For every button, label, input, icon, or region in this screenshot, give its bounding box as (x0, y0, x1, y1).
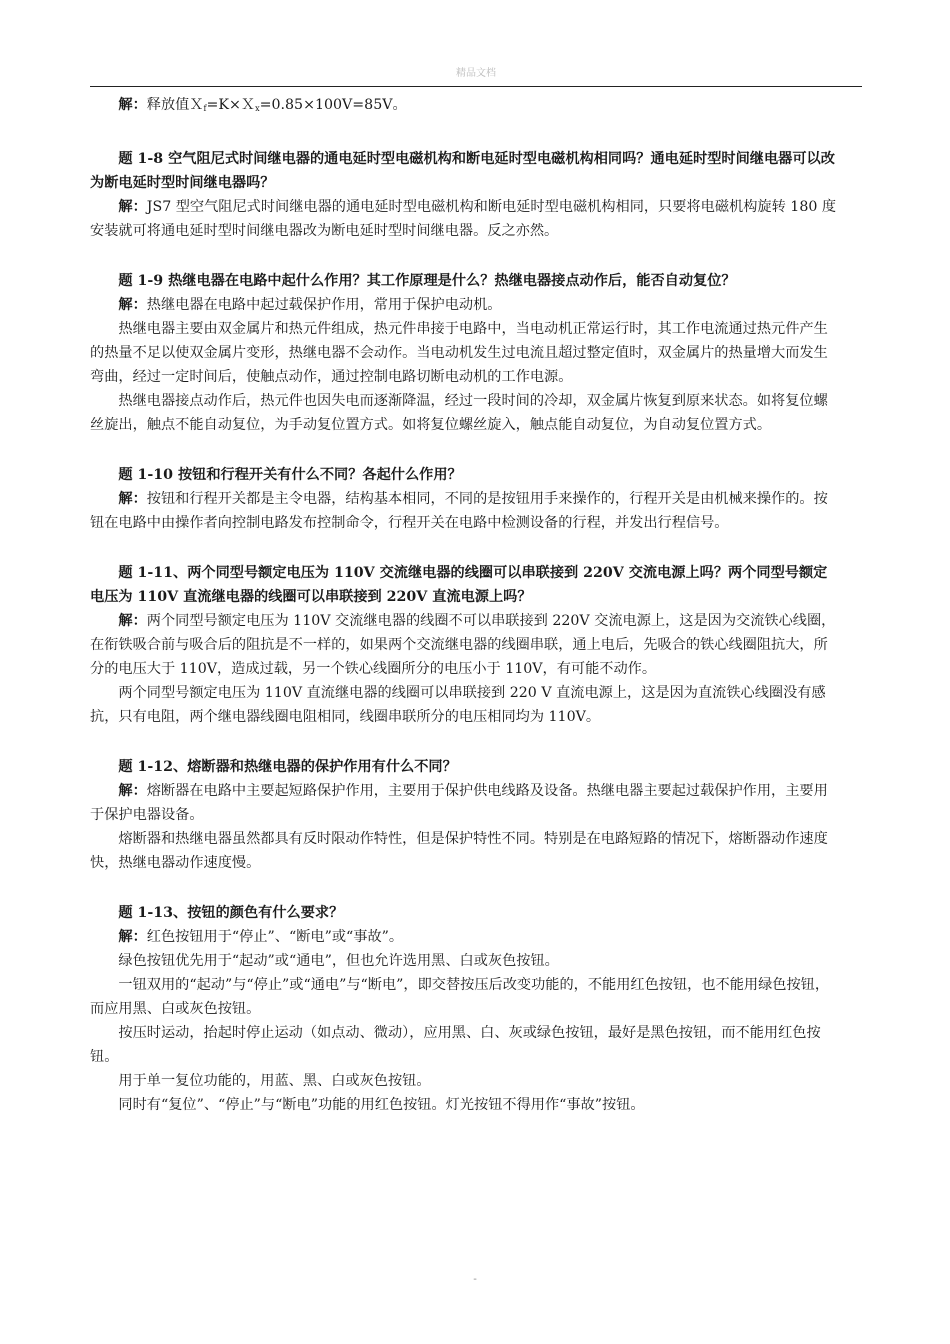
answer-text: 两个同型号额定电压为 110V 交流继电器的线圈不可以串联接到 220V 交流电源上，这是因为交流铁心线圈，在衔铁吸合前与吸合后的阻抗是不一样的，如果两个交流继电器的线圈串联，通上电后，先吸合的铁心线圈阻抗大，所分的电压大于 110V，造成过载，另一个铁心线圈所分的电压小于 110V，有可能不动作。 (90, 613, 836, 677)
question-1-12-paragraph-1: 熔断器和热继电器虽然都具有反时限动作特性，但是保护特性不同。特别是在电路短路的情况下，熔断器动作速度快，热继电器动作速度慢。 (90, 831, 828, 871)
answer-label: 解： (118, 783, 147, 799)
page-header (90, 60, 862, 87)
question-1-12-answer (90, 779, 838, 827)
answer-text: 按钮和行程开关都是主令电器，结构基本相同，不同的是按钮用手来操作的，行程开关是由机械来操作的。按钮在电路中由操作者向控制电路发布控制命令，行程开关在电路中检测设备的行程，并发出行程信号。 (90, 491, 828, 531)
intro-sub-b: x (255, 104, 260, 113)
question-1-11-title: 题 1-11、两个同型号额定电压为 110V 交流继电器的线圈可以串联接到 220V 交流电源上吗？两个同型号额定电压为 110V 直流继电器的线圈可以串联接到 220V 直流电源上吗？ (90, 565, 828, 605)
answer-text: 热继电器在电路中起过载保护作用，常用于保护电动机。 (146, 297, 502, 313)
answer-label: 解： (118, 97, 147, 113)
intro-text-b: =K×Ｘ (206, 97, 256, 113)
intro-text-a: 释放值Ｘ (146, 97, 204, 113)
question-1-12-title: 题 1-12、熔断器和热继电器的保护作用有什么不同？ (118, 759, 457, 775)
question-1-13-paragraph-2: 一钮双用的“起动”与“停止”或“通电”与“断电”，即交替按压后改变功能的，不能用红色按钮，也不能用绿色按钮，而应用黑、白或灰色按钮。 (90, 977, 830, 1017)
intro-answer (90, 93, 838, 121)
question-1-10-title: 题 1-10 按钮和行程开关有什么不同？各起什么作用？ (118, 467, 462, 483)
answer-label: 解： (118, 297, 147, 313)
question-1-13-paragraph-1: 绿色按钮优先用于“起动”或“通电”，但也允许选用黑、白或灰色按钮。 (118, 953, 559, 969)
answer-label: 解： (118, 199, 147, 215)
question-1-9-answer (90, 293, 838, 317)
document-body (90, 93, 838, 1117)
answer-label: 解： (118, 613, 147, 629)
answer-text: JS7 型空气阻尼式时间继电器的通电延时型电磁机构和断电延时型电磁机构相同，只要将电磁机构旋转 180 度安装就可将通电延时型时间继电器改为断电延时型时间继电器。反之亦然。 (90, 199, 837, 239)
question-1-9-paragraph-2: 热继电器接点动作后，热元件也因失电而逐渐降温，经过一段时间的冷却，双金属片恢复到原来状态。如将复位螺丝旋出，触点不能自动复位，为手动复位置方式。如将复位螺丝旋入，触点能自动复位，为自动复位置方式。 (90, 393, 828, 433)
answer-label: 解： (118, 491, 147, 507)
question-1-13-title: 题 1-13、按钮的颜色有什么要求？ (118, 905, 344, 921)
header-text: 精品文档 (456, 68, 496, 79)
question-1-10-answer (90, 487, 838, 535)
question-1-9-paragraph-1: 热继电器主要由双金属片和热元件组成，热元件串接于电路中，当电动机正常运行时，其工作电流通过热元件产生的热量不足以使双金属片变形，热继电器不会动作。当电动机发生过电流且超过整定值时，双金属片的热量增大而发生弯曲，经过一定时间后，使触点动作，通过控制电路切断电动机的工作电源。 (90, 321, 828, 385)
page-footer: - (473, 1274, 477, 1285)
question-1-13-paragraph-5: 同时有“复位”、“停止”与“断电”功能的用红色按钮。灯光按钮不得用作“事故”按钮。 (118, 1097, 645, 1113)
question-1-8-answer (90, 195, 838, 243)
question-1-13-paragraph-3: 按压时运动，抬起时停止运动（如点动、微动），应用黑、白、灰或绿色按钮，最好是黑色按钮，而不能用红色按钮。 (90, 1025, 821, 1065)
question-1-11-answer (90, 609, 838, 681)
answer-label: 解： (118, 929, 147, 945)
question-1-11-paragraph-1: 两个同型号额定电压为 110V 直流继电器的线圈可以串联接到 220 V 直流电源上，这是因为直流铁心线圈没有感抗，只有电阻，两个继电器线圈电阻相同，线圈串联所分的电压相同均为 110V。 (90, 685, 826, 725)
intro-text-c: =0.85×100V=85V。 (259, 97, 407, 113)
question-1-13-paragraph-4: 用于单一复位功能的，用蓝、黑、白或灰色按钮。 (118, 1073, 431, 1089)
answer-text: 红色按钮用于“停止”、“断电”或“事故”。 (146, 929, 404, 945)
question-1-8-title: 题 1-8 空气阻尼式时间继电器的通电延时型电磁机构和断电延时型电磁机构相同吗？通电延时型时间继电器可以改为断电延时型时间继电器吗？ (90, 151, 835, 191)
question-1-13-answer (90, 925, 838, 949)
question-1-9-title: 题 1-9 热继电器在电路中起什么作用？其工作原理是什么？热继电器接点动作后，能否自动复位？ (118, 273, 736, 289)
intro-sub-a: f (203, 104, 207, 113)
answer-text: 熔断器在电路中主要起短路保护作用，主要用于保护供电线路及设备。热继电器主要起过载保护作用，主要用于保护电器设备。 (90, 783, 828, 823)
